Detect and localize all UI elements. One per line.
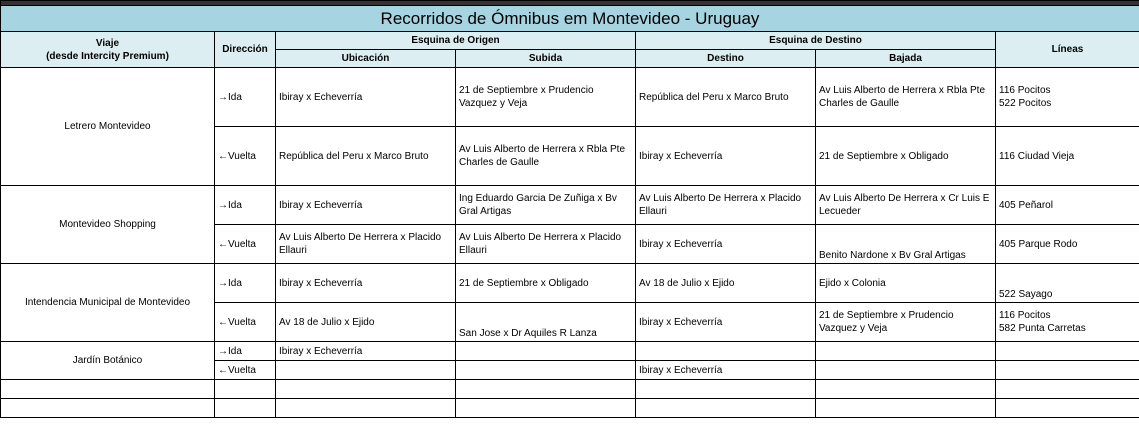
ubicacion-cell: Ibiray x Echeverría — [276, 342, 456, 361]
empty-cell — [996, 380, 1139, 399]
empty-cell — [456, 399, 636, 418]
destino-cell: República del Peru x Marco Bruto — [636, 68, 816, 127]
destino-cell: Av 18 de Julio x Ejido — [636, 264, 816, 303]
viaje-cell: Intendencia Municipal de Montevideo — [1, 264, 215, 342]
destino-cell: Av Luis Alberto De Herrera x Placido Ellauri — [636, 186, 816, 225]
destino-cell: Ibiray x Echeverría — [636, 303, 816, 342]
header-bajada: Bajada — [816, 50, 996, 68]
empty-row — [1, 399, 1139, 418]
header-direccion: Dirección — [215, 32, 276, 68]
direction-cell: →Ida — [215, 342, 276, 361]
bajada-cell — [816, 361, 996, 380]
empty-cell — [996, 399, 1139, 418]
empty-row — [1, 380, 1139, 399]
empty-cell — [276, 380, 456, 399]
ubicacion-cell: República del Peru x Marco Bruto — [276, 127, 456, 186]
bajada-cell: Av Luis Alberto de Herrera x Rbla Pte Charles de Gaulle — [816, 68, 996, 127]
empty-cell — [215, 399, 276, 418]
direction-cell: ←Vuelta — [215, 225, 276, 264]
subida-cell: Ing Eduardo Garcia De Zuñiga x Bv Gral Artigas — [456, 186, 636, 225]
bajada-cell: Av Luis Alberto De Herrera x Cr Luis E Lecueder — [816, 186, 996, 225]
header-destino: Destino — [636, 50, 816, 68]
viaje-cell: Jardín Botánico — [1, 342, 215, 380]
empty-cell — [215, 380, 276, 399]
empty-cell — [816, 380, 996, 399]
header-destino-group: Esquina de Destino — [636, 32, 996, 50]
header-ubicacion: Ubicación — [276, 50, 456, 68]
bajada-cell: 21 de Septiembre x Prudencio Vazquez y Veja — [816, 303, 996, 342]
ubicacion-cell: Av 18 de Julio x Ejido — [276, 303, 456, 342]
header-viaje: Viaje (desde Intercity Premium) — [1, 32, 215, 68]
destino-cell — [636, 342, 816, 361]
subida-cell: Av Luis Alberto De Herrera x Placido Ellauri — [456, 225, 636, 264]
destino-cell: Ibiray x Echeverría — [636, 225, 816, 264]
table-row — [1, 264, 1139, 303]
direction-cell: →Ida — [215, 186, 276, 225]
lineas-cell: 405 Parque Rodo — [996, 225, 1139, 264]
lineas-cell: 522 Sayago — [996, 264, 1139, 303]
destino-cell: Ibiray x Echeverría — [636, 361, 816, 380]
bajada-cell: Ejido x Colonia — [816, 264, 996, 303]
table-row — [1, 342, 1139, 361]
lineas-cell — [996, 361, 1139, 380]
empty-cell — [816, 399, 996, 418]
ubicacion-cell: Ibiray x Echeverría — [276, 68, 456, 127]
direction-cell: ←Vuelta — [215, 127, 276, 186]
empty-cell — [456, 380, 636, 399]
direction-cell: →Ida — [215, 264, 276, 303]
subida-cell — [456, 342, 636, 361]
header-lineas: Líneas — [996, 32, 1139, 68]
empty-cell — [276, 399, 456, 418]
subida-cell: San Jose x Dr Aquiles R Lanza — [456, 303, 636, 342]
destino-cell: Ibiray x Echeverría — [636, 127, 816, 186]
direction-cell: ←Vuelta — [215, 303, 276, 342]
subida-cell: Av Luis Alberto de Herrera x Rbla Pte Charles de Gaulle — [456, 127, 636, 186]
header-origen: Esquina de Origen — [276, 32, 636, 50]
empty-cell — [1, 399, 215, 418]
ubicacion-cell — [276, 361, 456, 380]
ubicacion-cell: Av Luis Alberto De Herrera x Placido Ellauri — [276, 225, 456, 264]
bajada-cell — [816, 342, 996, 361]
sheet-title: Recorridos de Ómnibus em Montevideo - Uruguay — [1, 6, 1139, 32]
empty-cell — [1, 380, 215, 399]
empty-cell — [636, 380, 816, 399]
bajada-cell: Benito Nardone x Bv Gral Artigas — [816, 225, 996, 264]
lineas-cell: 405 Peñarol — [996, 186, 1139, 225]
empty-cell — [636, 399, 816, 418]
subida-cell — [456, 361, 636, 380]
subida-cell: 21 de Septiembre x Prudencio Vazquez y Veja — [456, 68, 636, 127]
direction-cell: ←Vuelta — [215, 361, 276, 380]
subida-cell: 21 de Septiembre x Obligado — [456, 264, 636, 303]
header-subida: Subida — [456, 50, 636, 68]
table-row — [1, 68, 1139, 127]
ubicacion-cell: Ibiray x Echeverría — [276, 186, 456, 225]
table-row — [1, 186, 1139, 225]
viaje-cell: Montevideo Shopping — [1, 186, 215, 264]
lineas-cell: 116 Pocitos 522 Pocitos — [996, 68, 1139, 127]
ubicacion-cell: Ibiray x Echeverría — [276, 264, 456, 303]
lineas-cell — [996, 342, 1139, 361]
lineas-cell: 116 Ciudad Vieja — [996, 127, 1139, 186]
bajada-cell: 21 de Septiembre x Obligado — [816, 127, 996, 186]
lineas-cell: 116 Pocitos 582 Punta Carretas — [996, 303, 1139, 342]
viaje-cell: Letrero Montevideo — [1, 68, 215, 186]
direction-cell: →Ida — [215, 68, 276, 127]
